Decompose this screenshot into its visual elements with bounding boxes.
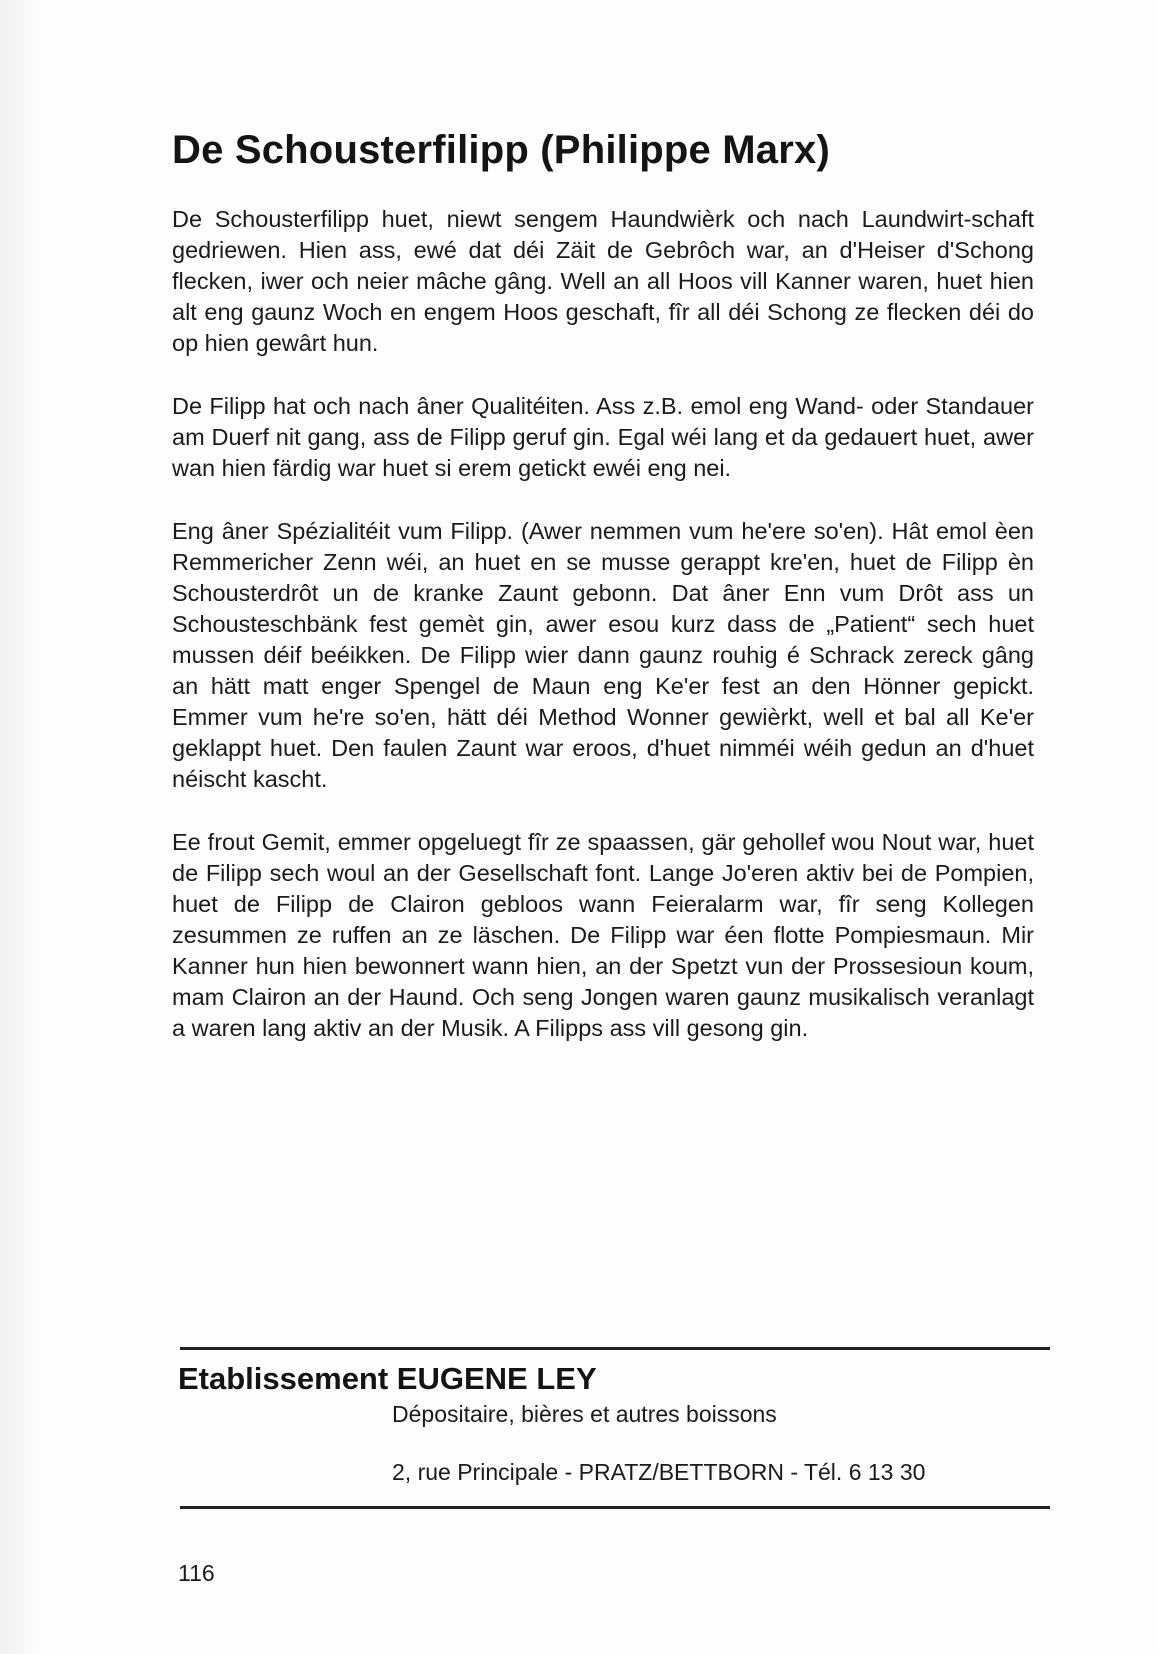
scan-edge-shadow — [0, 0, 46, 1654]
article-body — [172, 204, 1034, 1076]
article-title: De Schousterfilipp (Philippe Marx) — [172, 128, 830, 172]
article-paragraph: Eng âner Spézialitéit vum Filipp. (Awer nemmen vum he'ere so'en). Hât emol èen Remmericher Zenn wéi, an huet en se musse gerappt kre'en, huet de Filipp èn Schousterdrôt un de kranke Zaunt gebonn. Dat âner Enn vum Drôt ass un Schousteschbänk fest gemèt gin, awer esou kurz dass de „Patient“ sech huet mussen déif beéikken. De Filipp wier dann gaunz rouhig é Schrack zereck gâng an hätt matt enger Spengel de Maun eng Ke'er fest an den Hönner gepickt. Emmer vum he're so'en, hätt déi Method Wonner gewièrkt, well et bal all Ke'er geklappt huet. Den faulen Zaunt war eroos, d'huet nimméi wéih gedun an d'huet néischt kascht. — [172, 518, 1034, 792]
article-paragraph: Ee frout Gemit, emmer opgeluegt fîr ze spaassen, gär gehollef wou Nout war, huet de Filipp sech woul an der Gesellschaft font. Lange Jo'eren aktiv bei de Pompien, huet de Filipp de Clairon gebloos wann Feieralarm war, fîr seng Kollegen zesummen ze ruffen an ze läschen. De Filipp war éen flotte Pompiesmaun. Mir Kanner hun hien bewonnert wann hien, an der Spetzt vun der Prossesioun koum, mam Clairon an der Haund. Och seng Jongen waren gaunz musikalisch veranlagt a waren lang aktiv an der Musik. A Filipps ass vill gesong gin. — [172, 829, 1034, 1041]
page-number: 116 — [178, 1560, 215, 1586]
article-paragraph: De Filipp hat och nach âner Qualitéiten. Ass z.B. emol eng Wand- oder Standauer am Duerf nit gang, ass de Filipp geruf gin. Egal wéi lang et da gedauert huet, awer wan hien färdig war huet si erem getickt ewéi eng nei. — [172, 393, 1034, 481]
advert-bottom-divider — [180, 1506, 1050, 1509]
advert-subtitle: Dépositaire, bières et autres boissons — [392, 1401, 777, 1427]
advert-top-divider — [180, 1347, 1050, 1350]
advert-address: 2, rue Principale - PRATZ/BETTBORN - Tél. 6 13 30 — [392, 1459, 926, 1485]
article-paragraph: De Schousterfilipp huet, niewt sengem Haundwièrk och nach Laundwirt-schaft gedriewen. Hien ass, ewé dat déi Zäit de Gebrôch war, an d'Heiser d'Schong flecken, iwer och neier mâche gâng. Well an all Hoos vill Kanner waren, huet hien alt eng gaunz Woch en engem Hoos geschaft, fîr all déi Schong ze flecken déi do op hien gewârt hun. — [172, 206, 1034, 356]
advert-company-name: Etablissement EUGENE LEY — [178, 1361, 597, 1396]
